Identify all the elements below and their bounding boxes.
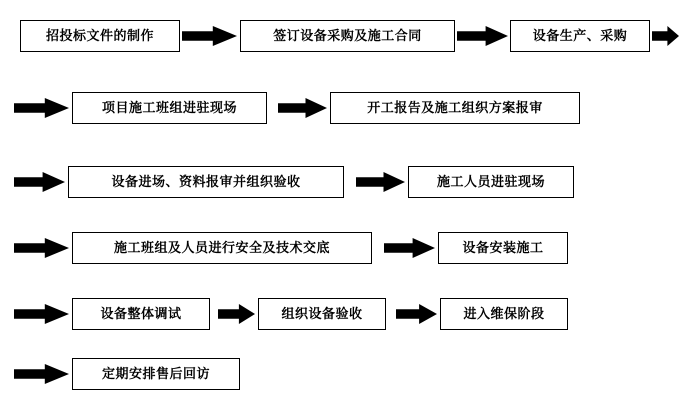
flow-arrow bbox=[14, 96, 70, 120]
flow-node: 定期安排售后回访 bbox=[72, 358, 240, 390]
flow-node: 招投标文件的制作 bbox=[20, 20, 180, 52]
flow-node: 设备安装施工 bbox=[438, 232, 568, 264]
flow-node: 施工班组及人员进行安全及技术交底 bbox=[72, 232, 372, 264]
flow-arrow bbox=[14, 236, 70, 260]
flow-arrow bbox=[218, 302, 256, 326]
flow-node: 开工报告及施工组织方案报审 bbox=[330, 92, 580, 124]
flow-arrow bbox=[182, 24, 238, 48]
flow-node: 施工人员进驻现场 bbox=[408, 166, 574, 198]
flow-arrow bbox=[278, 96, 328, 120]
flow-node: 签订设备采购及施工合同 bbox=[240, 20, 455, 52]
flow-arrow bbox=[396, 302, 438, 326]
flow-node: 设备进场、资料报审并组织验收 bbox=[68, 166, 344, 198]
flow-arrow bbox=[356, 170, 406, 194]
flow-node: 设备整体调试 bbox=[72, 298, 210, 330]
flow-arrow bbox=[384, 236, 436, 260]
flow-arrow bbox=[14, 362, 70, 386]
flow-arrow bbox=[652, 24, 680, 48]
flow-node: 组织设备验收 bbox=[258, 298, 386, 330]
flow-arrow bbox=[457, 24, 509, 48]
flow-node: 设备生产、采购 bbox=[510, 20, 650, 52]
flow-node: 项目施工班组进驻现场 bbox=[72, 92, 267, 124]
flow-arrow bbox=[14, 302, 70, 326]
flow-node: 进入维保阶段 bbox=[440, 298, 568, 330]
flow-arrow bbox=[14, 170, 66, 194]
